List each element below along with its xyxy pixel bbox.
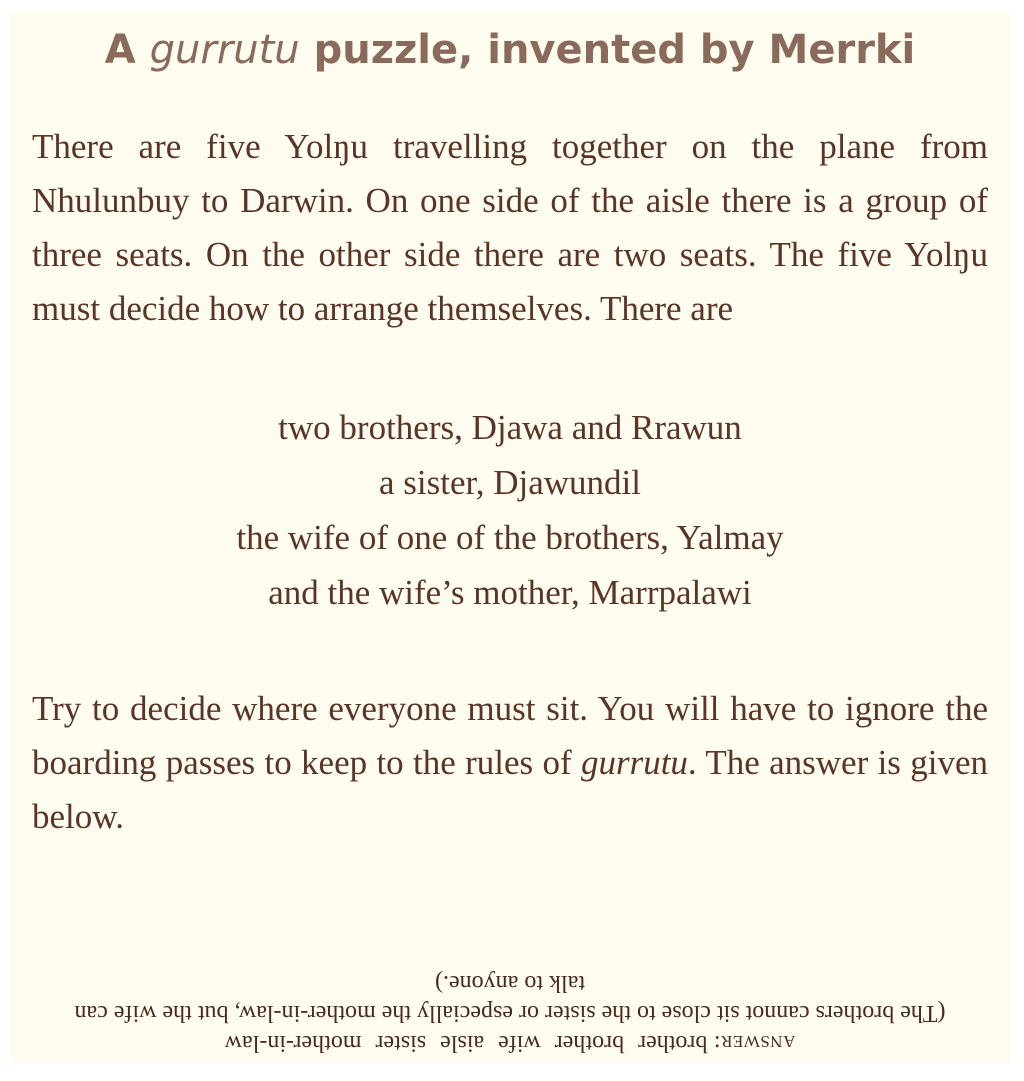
page-title: [32, 12, 988, 76]
answer-seating: brother brother wife aisle sister mother-in-law: [224, 1030, 708, 1056]
people-item: a sister, Djawundil: [378, 463, 642, 502]
outro-end: . The answer is given below.: [32, 743, 988, 836]
answer-seating-line: [70, 1028, 950, 1058]
title-prefix: A: [104, 27, 150, 73]
intro-paragraph: There are five Yolŋu travelling together on the plane from Nhulunbuy to Darwin. On one side of the aisle there is a group of three seats. On the other side there are two seats. The five Yolŋu must decide how to arrange themselves. There are: [32, 127, 988, 328]
people-item: the wife of one of the brothers, Yalmay: [236, 518, 784, 557]
people-item: two brothers, Djawa and Rrawun: [278, 408, 742, 447]
people-list: [32, 400, 988, 620]
puzzle-page: [10, 12, 1010, 1062]
answer-label: answer:: [713, 1030, 796, 1056]
title-italic-word: gurrutu: [149, 27, 300, 73]
upside-down-answer: [70, 968, 950, 1058]
outro-text: Try to decide where everyone must sit. You will have to ignore the boarding passes to keep to the rules of: [32, 689, 988, 782]
title-suffix: puzzle, invented by Merrki: [299, 27, 916, 73]
outro-paragraph: [32, 682, 988, 844]
people-item: and the wife’s mother, Marrpalawi: [268, 573, 752, 612]
outro-italic-word: gurrutu: [580, 743, 688, 782]
answer-explanation: (The brothers cannot sit close to the sister or especially the mother-in-law, but the wife can talk to anyone.): [74, 970, 946, 1026]
